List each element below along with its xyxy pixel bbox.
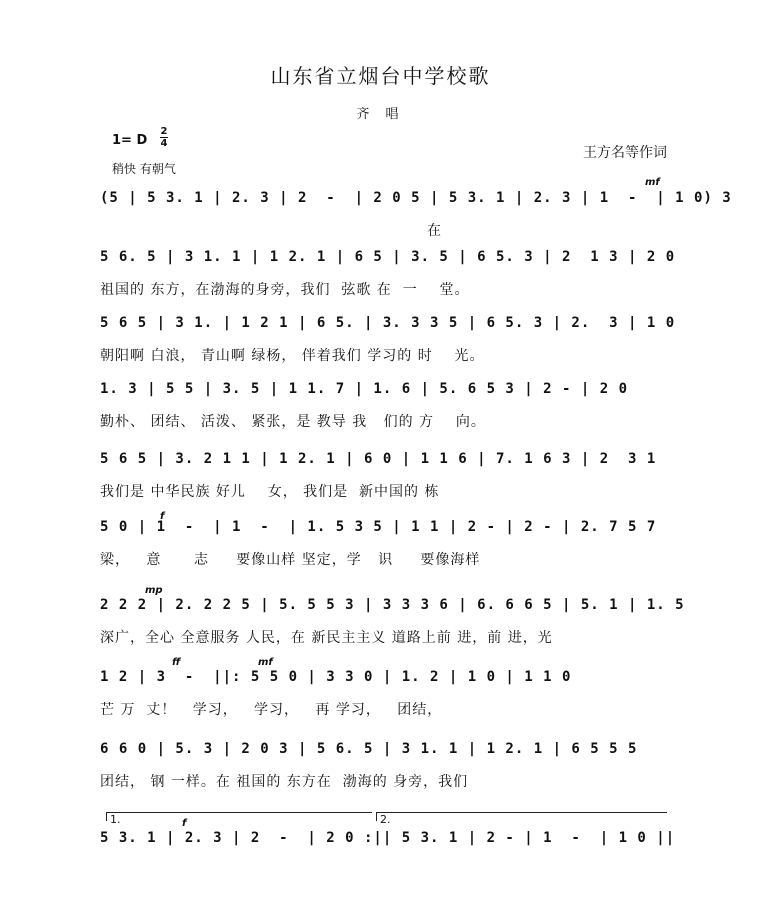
staff-lyrics: 勤朴、 团结、 活泼、 紧张，是 教导 我 们的 方 向。 bbox=[100, 414, 486, 430]
staff-line-8 bbox=[0, 657, 761, 749]
performance-subtitle: 齐 唱 bbox=[356, 107, 405, 122]
lyricist-credit: 王方名等作词 bbox=[583, 145, 667, 161]
volta-1-label: 1. bbox=[110, 813, 121, 826]
meter-bottom: 4 bbox=[160, 138, 168, 149]
key-signature: 1= D bbox=[112, 133, 148, 148]
staff-lyrics: 芒 万 丈！ 学习， 学习， 再 学习， 团结， bbox=[100, 702, 443, 718]
staff-notes: 1. 3 | 5 5 | 3. 5 | 1 1. 7 | 1. 6 | 5. 6 5 3 | 2 - | 2 0 bbox=[100, 381, 629, 397]
staff-lyrics: 在 bbox=[100, 223, 443, 239]
dynamic-f: f bbox=[160, 511, 165, 522]
meter-top: 2 bbox=[160, 126, 168, 137]
staff-lyrics: 我们是 中华民族 好儿 女， 我们是 新中国的 栋 bbox=[100, 484, 440, 500]
page-title: 山东省立烟台中学校歌 bbox=[270, 64, 491, 88]
staff-notes: 5 6. 5 | 3 1. 1 | 1 2. 1 | 6 5 | 3. 5 | 6 5. 3 | 2 1 3 | 2 0 bbox=[100, 249, 676, 265]
staff-notes: 5 6 5 | 3. 2 1 1 | 1 2. 1 | 6 0 | 1 1 6 | 7. 1 6 3 | 2 3 1 bbox=[100, 451, 657, 467]
volta-2-label: 2. bbox=[380, 813, 391, 826]
staff-line-9 bbox=[0, 741, 761, 821]
staff-notes: 5 3. 1 | 2. 3 | 2 - | 2 0 :|| 5 3. 1 | 2 - | 1 - | 1 0 || bbox=[100, 830, 676, 846]
staff-notes: 1 2 | 3 - ||: 5 5 0 | 3 3 0 | 1. 2 | 1 0 | 1 1 0 bbox=[100, 669, 572, 685]
staff-line-10 bbox=[0, 818, 761, 910]
dynamic-ff: ff bbox=[172, 657, 181, 668]
staff-notes: 2 2 2 | 2. 2 2 5 | 5. 5 5 3 | 3 3 3 6 | 6. 6 6 5 | 5. 1 | 1. 5 bbox=[100, 597, 685, 613]
staff-notes: 5 6 5 | 3 1. | 1 2 1 | 6 5. | 3. 3 3 5 | 6 5. 3 | 2. 3 | 1 0 bbox=[100, 315, 676, 331]
staff-notes: (5 | 5 3. 1 | 2. 3 | 2 - | 2 0 5 | 5 3. 1 | 2. 3 | 1 - | 1 0) 3 bbox=[100, 190, 732, 206]
tempo-marking: 稍快 有朝气 bbox=[112, 162, 176, 176]
staff-lyrics: 梁， 意 志 要像山样 坚定，学 识 要像海样 bbox=[100, 552, 481, 568]
staff-notes: 5 0 | 1 - | 1 - | 1. 5 3 5 | 1 1 | 2 - | 2 - | 2. 7 5 7 bbox=[100, 519, 657, 535]
dynamic-mf: mf bbox=[645, 177, 660, 188]
staff-lyrics: 祖国的 东方，在渤海的身旁，我们 弦歌 在 一 堂。 bbox=[100, 282, 470, 298]
staff-lyrics: 朝阳啊 白浪， 青山啊 绿杨， 伴着我们 学习的 时 光。 bbox=[100, 348, 485, 364]
volta-bracket-2 bbox=[376, 812, 667, 821]
staff-line-7 bbox=[0, 585, 761, 677]
staff-lyrics: 团结， 钢 一样。在 祖国的 东方在 渤海的 身旁，我们 bbox=[100, 774, 469, 790]
staff-line-4 bbox=[0, 381, 761, 461]
staff-lyrics: 深广，全心 全意服务 人民，在 新民主主义 道路上前 进，前 进，光 bbox=[100, 630, 553, 646]
staff-line-6 bbox=[0, 511, 761, 599]
volta-bracket-1 bbox=[106, 812, 372, 821]
time-signature bbox=[160, 126, 168, 149]
dynamic-mf: mf bbox=[258, 657, 273, 668]
dynamic-mp: mp bbox=[145, 585, 163, 596]
dynamic-f: f bbox=[182, 818, 187, 829]
staff-notes: 6 6 0 | 5. 3 | 2 0 3 | 5 6. 5 | 3 1. 1 | 1 2. 1 | 6 5 5 5 bbox=[100, 741, 638, 757]
